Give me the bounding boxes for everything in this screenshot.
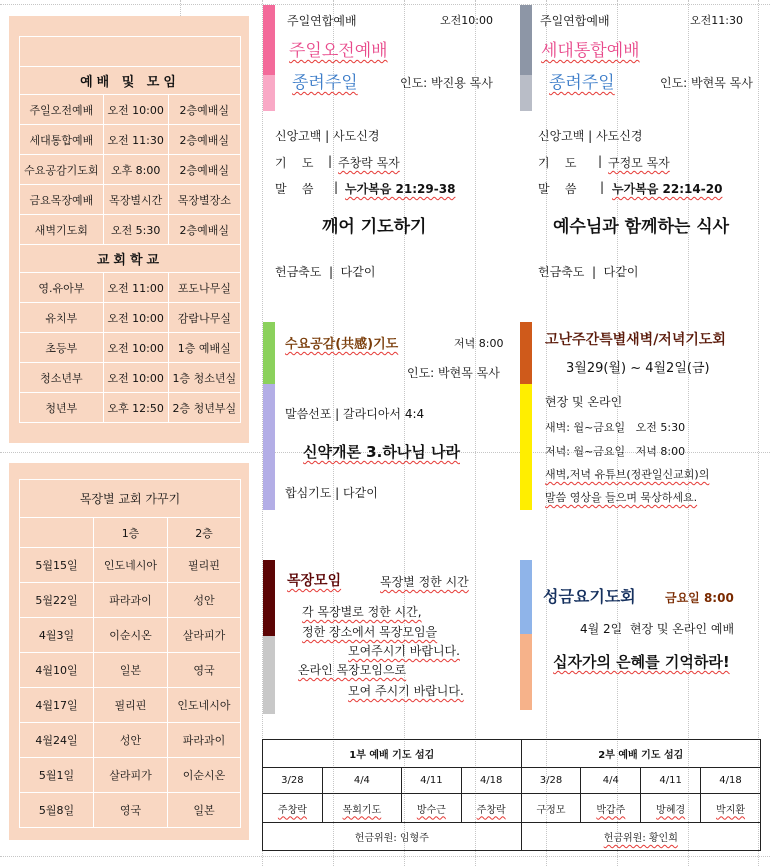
cell-title: 목장모임 [287, 573, 342, 589]
goodfriday-detail: 4월 2일 현장 및 온라인 예배 [580, 622, 735, 636]
schedule-time: 오전 11:30 [103, 125, 168, 155]
decor-floor2: 일본 [168, 793, 241, 828]
passion-dates: 3월29(월) ~ 4월2일(금) [566, 361, 710, 376]
divider-bar: | [328, 154, 333, 168]
schedule-name: 주일오전예배 [20, 95, 104, 125]
table-row [20, 548, 241, 583]
schedule-name: 새벽기도회 [20, 215, 104, 245]
guide-line [404, 0, 405, 866]
table-row [20, 273, 241, 303]
guide-line [475, 0, 476, 866]
accent-bar [520, 634, 532, 710]
service2-subtitle: 종려주일 [549, 73, 615, 93]
table-header-row [263, 740, 761, 768]
service1-word: 누가복음 21:29-38 [345, 182, 456, 196]
prayer-date: 4/18 [461, 768, 521, 794]
cell-line4: 온라인 목장모임으로 [298, 663, 407, 677]
school-place: 1층 예배실 [168, 333, 240, 363]
school-time: 오후 12:50 [103, 393, 168, 423]
passion-mode: 현장 및 온라인 [545, 395, 623, 409]
column-header: 2층 [168, 518, 241, 548]
divider-bar: | [600, 180, 605, 194]
wednesday-closing: 합심기도 | 다같이 [285, 486, 378, 500]
service1-subtitle: 종려주일 [292, 73, 358, 93]
part1-title: 1부 예배 기도 섬김 [263, 740, 522, 768]
decor-date: 5월8일 [20, 793, 94, 828]
accent-bar [263, 384, 275, 510]
table-row [20, 185, 241, 215]
prayer-date: 3/28 [263, 768, 323, 794]
prayer-order-table [262, 739, 761, 851]
decor-floor1: 영국 [94, 793, 168, 828]
schedule-name: 세대통합예배 [20, 125, 104, 155]
service2-word-label: 말 씀 [538, 182, 577, 196]
offering-committee-1: 헌금위원: 임형주 [263, 823, 522, 851]
table-row [20, 333, 241, 363]
table-row [20, 215, 241, 245]
decor-floor1: 일본 [94, 653, 168, 688]
prayer-date: 4/11 [401, 768, 461, 794]
table-row [20, 793, 241, 828]
column-header: 1층 [94, 518, 168, 548]
schedule-name: 수요공감기도회 [20, 155, 104, 185]
prayer-name: 주창락 [263, 794, 323, 823]
service2-word: 누가복음 22:14-20 [612, 182, 723, 196]
decor-date: 5월15일 [20, 548, 94, 583]
part2-title: 2부 예배 기도 섬김 [521, 740, 760, 768]
service1-sermon: 깨어 기도하기 [322, 217, 427, 237]
accent-bar [263, 560, 275, 636]
decor-floor2: 필리핀 [168, 548, 241, 583]
cell-line3: 모여주시기 바랍니다. [348, 644, 460, 658]
schedule-time: 목장별시간 [103, 185, 168, 215]
school-dept: 청소년부 [20, 363, 104, 393]
service1-word-label: 말 씀 [275, 182, 314, 196]
school-dept: 청년부 [20, 393, 104, 423]
prayer-name: 방수근 [401, 794, 461, 823]
decor-floor1: 성안 [94, 723, 168, 758]
service1-leader: 인도: 박진용 목사 [400, 76, 493, 90]
goodfriday-title: 성금요기도회 [543, 587, 636, 606]
table-header-row [20, 518, 241, 548]
guide-line [0, 856, 770, 857]
decor-date: 4월24일 [20, 723, 94, 758]
service1-label: 주일연합예배 [287, 14, 357, 28]
passion-dawn: 새벽: 월~금요일 오전 5:30 [545, 421, 686, 434]
decor-floor2: 영국 [168, 653, 241, 688]
schedule-name: 금요목장예배 [20, 185, 104, 215]
prayer-date: 4/18 [701, 768, 761, 794]
service2-leader: 인도: 박현목 목사 [660, 76, 753, 90]
table-row [20, 653, 241, 688]
goodfriday-time: 금요일 8:00 [665, 591, 734, 605]
decor-floor1: 필리핀 [94, 688, 168, 723]
service2-confession: 신앙고백 | 사도신경 [538, 129, 643, 143]
cell-time-note: 목장별 정한 시간 [380, 575, 469, 589]
schedule-time: 오전 10:00 [103, 95, 168, 125]
schedule-place: 2층예배실 [168, 155, 240, 185]
blank-header-cell [20, 37, 241, 67]
accent-bar [263, 75, 275, 111]
prayer-date: 4/4 [581, 768, 641, 794]
decor-date: 4월10일 [20, 653, 94, 688]
accent-bar [520, 384, 532, 510]
prayer-name: 박지환 [701, 794, 761, 823]
worship-schedule-panel [9, 16, 249, 443]
accent-bar [263, 636, 275, 714]
wednesday-word: 말씀선포 | 갈라디아서 4:4 [285, 407, 425, 421]
schedule-time: 오전 5:30 [103, 215, 168, 245]
school-section-title: 교회학교 [20, 245, 241, 273]
service1-prayer-label: 기 도 [275, 156, 314, 170]
school-time: 오전 11:00 [103, 273, 168, 303]
service1-time: 오전10:00 [440, 14, 493, 27]
guide-line [758, 0, 759, 866]
prayer-name: 박갑주 [581, 794, 641, 823]
passion-evening: 저녁: 월~금요일 저녁 8:00 [545, 445, 686, 458]
prayer-date: 4/4 [322, 768, 401, 794]
decor-floor1: 파라과이 [94, 583, 168, 618]
accent-bar [263, 322, 275, 384]
table-row [263, 768, 761, 794]
accent-bar [520, 75, 532, 111]
cell-line1: 각 목장별로 정한 시간, [302, 605, 422, 619]
service2-label: 주일연합예배 [540, 14, 610, 28]
school-dept: 영.유아부 [20, 273, 104, 303]
decor-date: 4월17일 [20, 688, 94, 723]
cell-line5: 모여 주시기 바랍니다. [348, 684, 464, 698]
service2-time: 오전11:30 [690, 14, 743, 27]
prayer-name: 구정모 [521, 794, 581, 823]
prayer-date: 3/28 [521, 768, 581, 794]
offering-committee-2: 헌금위원: 황인희 [521, 823, 760, 851]
guide-line [0, 4, 770, 5]
table-row [20, 393, 241, 423]
table-row [20, 303, 241, 333]
decor-floor1: 이순시온 [94, 618, 168, 653]
service2-prayer-label: 기 도 [538, 156, 577, 170]
service2-title: 세대통합예배 [541, 41, 640, 61]
table-row [20, 125, 241, 155]
decor-date: 4월3일 [20, 618, 94, 653]
service1-confession: 신앙고백 | 사도신경 [275, 129, 380, 143]
decor-date: 5월22일 [20, 583, 94, 618]
school-place: 2층 청년부실 [168, 393, 240, 423]
accent-bar [520, 5, 532, 75]
table-row [20, 583, 241, 618]
service1-offering: 헌금축도 | 다같이 [275, 265, 376, 279]
school-time: 오전 10:00 [103, 363, 168, 393]
passion-title: 고난주간특별새벽/저녁기도회 [545, 332, 726, 348]
decoration-title: 목장별 교회 가꾸기 [20, 480, 241, 518]
table-row [263, 823, 761, 851]
passion-note2: 말씀 영상을 들으며 묵상하세요. [545, 491, 698, 504]
table-row [20, 155, 241, 185]
table-row [20, 363, 241, 393]
wednesday-leader: 인도: 박현목 목사 [407, 366, 500, 380]
decor-floor2: 인도네시아 [168, 688, 241, 723]
decoration-table [19, 479, 241, 828]
schedule-time: 오후 8:00 [103, 155, 168, 185]
prayer-name: 방혜경 [641, 794, 701, 823]
guide-line [688, 0, 689, 866]
decor-floor2: 파라과이 [168, 723, 241, 758]
divider-bar: | [598, 154, 603, 168]
decor-floor1: 인도네시아 [94, 548, 168, 583]
school-time: 오전 10:00 [103, 303, 168, 333]
decor-floor2: 성안 [168, 583, 241, 618]
table-row [20, 723, 241, 758]
service2-prayer: 구정모 목자 [608, 156, 670, 170]
cell-line2: 정한 장소에서 목장모임을 [302, 625, 438, 639]
blank-header-cell [20, 518, 94, 548]
school-place: 1층 청소년실 [168, 363, 240, 393]
schedule-place: 목장별장소 [168, 185, 240, 215]
prayer-name: 목회기도 [322, 794, 401, 823]
table-row [20, 758, 241, 793]
service1-title: 주일오전예배 [289, 41, 388, 61]
decor-date: 5월1일 [20, 758, 94, 793]
divider-bar: | [334, 180, 339, 194]
school-time: 오전 10:00 [103, 333, 168, 363]
goodfriday-message: 십자가의 은혜를 기억하라! [553, 653, 730, 671]
service2-offering: 헌금축도 | 다같이 [538, 265, 639, 279]
school-dept: 유치부 [20, 303, 104, 333]
wednesday-time: 저녁 8:00 [454, 337, 504, 350]
schedule-place: 2층예배실 [168, 95, 240, 125]
accent-bar [520, 322, 532, 384]
service1-prayer: 주창락 목자 [338, 156, 400, 170]
worship-schedule-table [19, 36, 241, 423]
table-row [20, 618, 241, 653]
decor-floor2: 이순시온 [168, 758, 241, 793]
accent-bar [520, 560, 532, 634]
schedule-place: 2층예배실 [168, 125, 240, 155]
wednesday-sermon: 신약개론 3.하나님 나라 [303, 443, 460, 461]
prayer-date: 4/11 [641, 768, 701, 794]
table-row [263, 794, 761, 823]
worship-section-title: 예배 및 모임 [20, 67, 241, 95]
prayer-name: 주창락 [461, 794, 521, 823]
school-place: 포도나무실 [168, 273, 240, 303]
passion-note1: 새벽,저녁 유튜브(정관일신교회)의 [545, 468, 710, 481]
wednesday-title: 수요공감(共感)기도 [285, 337, 399, 352]
decor-floor2: 살라피가 [168, 618, 241, 653]
decoration-schedule-panel [9, 463, 249, 840]
service2-sermon: 예수님과 함께하는 식사 [553, 217, 730, 237]
decor-floor1: 살라피가 [94, 758, 168, 793]
table-row [20, 95, 241, 125]
accent-bar [263, 5, 275, 75]
table-row [20, 688, 241, 723]
school-place: 감람나무실 [168, 303, 240, 333]
school-dept: 초등부 [20, 333, 104, 363]
schedule-place: 2층예배실 [168, 215, 240, 245]
